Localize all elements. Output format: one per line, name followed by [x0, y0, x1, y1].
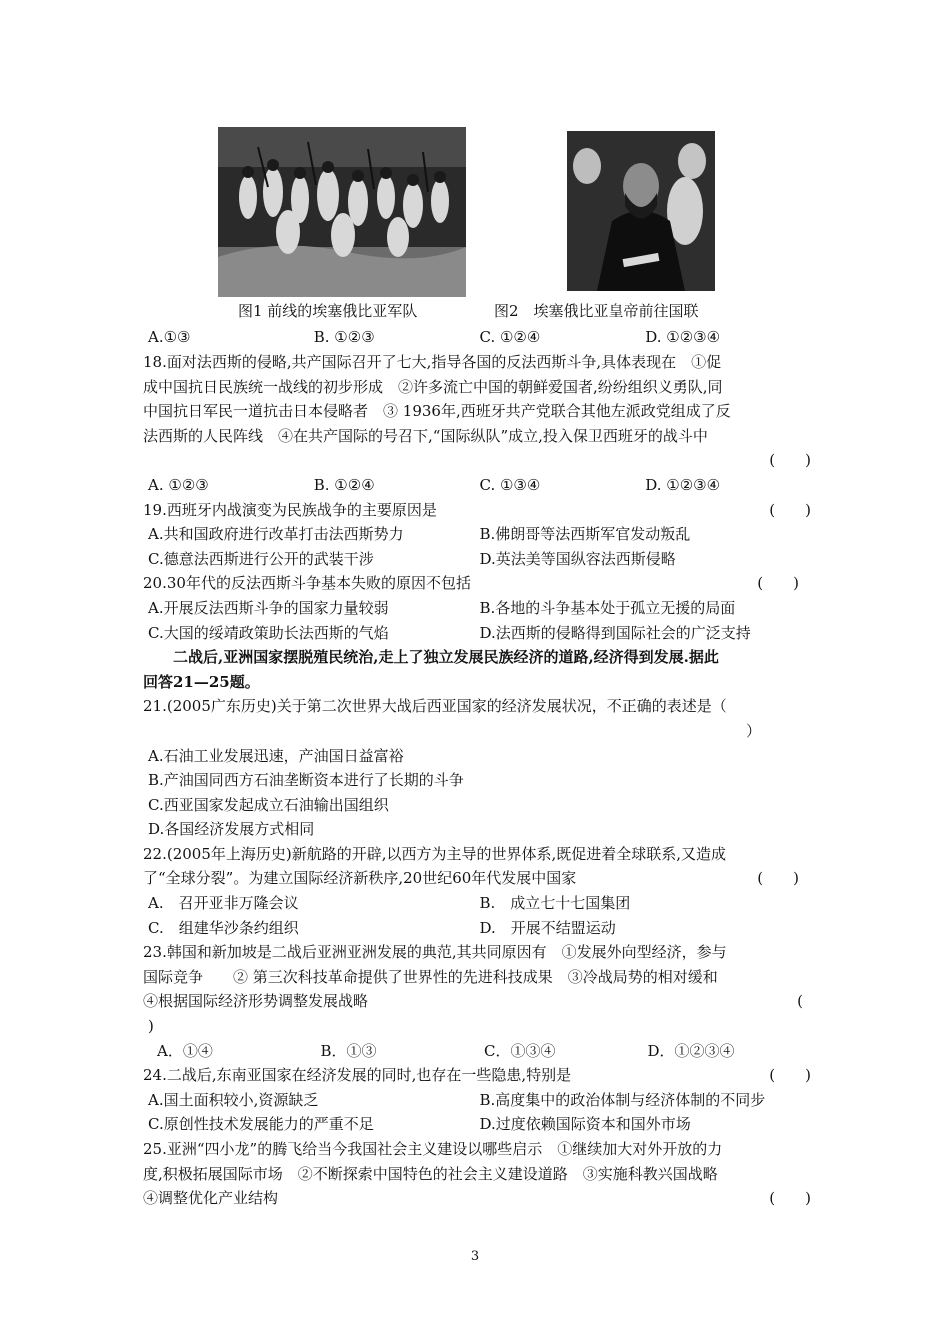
option-b[interactable]: B．①③	[320, 1041, 377, 1060]
question-23-line	[143, 989, 811, 1014]
option-c[interactable]: C.大国的绥靖政策助长法西斯的气焰	[148, 623, 389, 642]
option-d[interactable]: D.英法美等国纵容法西斯侵略	[479, 549, 676, 568]
option-a[interactable]: A.①③	[148, 328, 191, 346]
question-23-line: 国际竞争 ② 第三次科技革命提供了世界性的先进科技成果 ③冷战局势的相对缓和	[143, 967, 718, 986]
option-b[interactable]: B.产油国同西方石油垄断资本进行了长期的斗争	[148, 771, 464, 790]
answer-parentheses: ( )	[769, 451, 811, 470]
option-b[interactable]: B.佛朗哥等法西斯军官发动叛乱	[479, 525, 691, 544]
option-c[interactable]: C.德意法西斯进行公开的武装干涉	[148, 549, 374, 568]
figure-2-caption: 图2 埃塞俄比亚皇帝前往国联	[494, 302, 699, 320]
option-b[interactable]: B. 成立七十七国集团	[479, 894, 631, 913]
answer-parentheses: ( )	[757, 869, 799, 888]
option-a[interactable]: A．①④	[157, 1041, 213, 1060]
section-intro-line: 回答21—25题。	[143, 672, 260, 691]
question-24-text: 24.二战后,东南亚国家在经济发展的同时,也存在一些隐患,特别是	[143, 1066, 572, 1085]
question-25-text: ④调整优化产业结构	[143, 1189, 279, 1208]
option-b[interactable]: B.各地的斗争基本处于孤立无援的局面	[479, 598, 736, 617]
question-23-paren-close: )	[148, 1017, 154, 1036]
question-18-line: 18.面对法西斯的侵略,共产国际召开了七大,指导各国的反法西斯斗争,具体表现在 ①促	[143, 353, 722, 371]
question-25-line: 25.亚洲“四小龙”的腾飞给当今我国社会主义建设以哪些启示 ①继续加大对外开放的力	[143, 1140, 723, 1158]
option-d[interactable]: D. 开展不结盟运动	[479, 918, 616, 937]
question-19-text: 19.西班牙内战演变为民族战争的主要原因是	[143, 500, 437, 519]
question-19-options-row	[143, 522, 811, 547]
question-20-stem	[143, 571, 811, 596]
answer-parentheses: ( )	[769, 1066, 811, 1085]
option-a[interactable]: A.开展反法西斯斗争的国家力量较弱	[148, 598, 389, 617]
option-b[interactable]: B. ①②④	[313, 475, 375, 494]
soldiers-marching-photo-icon	[218, 127, 466, 297]
option-a[interactable]: A.石油工业发展迅速，产油国日益富裕	[148, 746, 404, 765]
question-25-line: 度,积极拓展国际市场 ②不断探索中国特色的社会主义建设道路 ③实施科教兴国战略	[143, 1164, 718, 1183]
question-23-options	[143, 1039, 811, 1064]
option-d[interactable]: D. ①②③④	[645, 328, 721, 346]
option-d[interactable]: D.法西斯的侵略得到国际社会的广泛支持	[479, 623, 751, 642]
figure-1-caption: 图1 前线的埃塞俄比亚军队	[238, 302, 418, 320]
question-24-options-row	[143, 1088, 811, 1113]
question-24-stem	[143, 1063, 811, 1088]
option-a[interactable]: A.共和国政府进行改革打击法西斯势力	[148, 525, 404, 544]
answer-parentheses: ）	[745, 721, 761, 740]
answer-parentheses: ( )	[769, 500, 811, 519]
figure-1-photo	[218, 127, 466, 297]
option-a[interactable]: A. 召开亚非万隆会议	[148, 894, 299, 913]
answer-parentheses: ( )	[757, 574, 799, 593]
question-22-options-row	[143, 916, 811, 941]
figure-2-photo	[567, 131, 715, 291]
answer-paren-open: (	[797, 992, 803, 1011]
question-20-text: 20.30年代的反法西斯斗争基本失败的原因不包括	[143, 574, 471, 593]
question-22-options-row	[143, 891, 811, 916]
question-22-text: 了“全球分裂”。为建立国际经济新秩序,20世纪60年代发展中国家	[143, 869, 577, 888]
question-17-options-block	[143, 325, 811, 350]
section-intro-line: 二战后,亚洲国家摆脱殖民统治,走上了独立发展民族经济的道路,经济得到发展.据此	[173, 648, 719, 667]
option-d[interactable]: D．①②③④	[647, 1041, 735, 1060]
question-22-line	[143, 866, 811, 891]
question-21-stem-close	[143, 719, 811, 744]
question-18-line: 中国抗日军民一道抗击日本侵略者 ③ 1936年,西班牙共产党联合其他左派政党组成了反	[143, 402, 731, 421]
option-c[interactable]: C.原创性技术发展能力的严重不足	[148, 1115, 374, 1134]
question-20-options-row	[143, 621, 811, 646]
option-b[interactable]: B.高度集中的政治体制与经济体制的不同步	[479, 1090, 766, 1109]
question-18-line: 法西斯的人民阵线 ④在共产国际的号召下,“国际纵队”成立,投入保卫西班牙的战斗中	[143, 426, 708, 445]
option-a[interactable]: A.国土面积较小,资源缺乏	[148, 1090, 319, 1109]
question-20-options-row	[143, 596, 811, 621]
option-c[interactable]: C. 组建华沙条约组织	[148, 918, 299, 937]
question-18-options	[143, 473, 811, 498]
question-19-options-row	[143, 547, 811, 572]
option-c[interactable]: C. ①③④	[479, 475, 541, 494]
option-c[interactable]: C.西亚国家发起成立石油输出国组织	[148, 795, 389, 814]
question-18	[143, 350, 811, 1211]
question-17-options	[143, 325, 811, 350]
option-b[interactable]: B. ①②③	[313, 328, 375, 346]
question-22-line: 22.(2005年上海历史)新航路的开辟,以西方为主导的世界体系,既促进着全球联系,又造成	[143, 844, 727, 863]
option-a[interactable]: A. ①②③	[148, 475, 209, 494]
option-d[interactable]: D.过度依赖国际资本和国外市场	[479, 1115, 691, 1134]
question-24-options-row	[143, 1112, 811, 1137]
question-21-stem: 21.(2005广东历史)关于第二次世界大战后西亚国家的经济发展状况，不正确的表述是（	[143, 697, 727, 716]
answer-parentheses: ( )	[769, 1189, 811, 1208]
option-c[interactable]: C. ①②④	[479, 328, 541, 346]
option-d[interactable]: D.各国经济发展方式相同	[148, 820, 315, 839]
question-23-line: 23.韩国和新加坡是二战后亚洲亚洲发展的典范,其共同原因有 ①发展外向型经济，参与	[143, 943, 727, 962]
question-25-line	[143, 1186, 811, 1211]
option-c[interactable]: C．①③④	[484, 1041, 556, 1060]
question-18-answer-line	[143, 448, 811, 473]
question-18-line: 成中国抗日民族统一战线的初步形成 ②许多流亡中国的朝鲜爱国者,纷纷组织义勇队,同	[143, 377, 723, 396]
option-d[interactable]: D. ①②③④	[645, 475, 721, 494]
question-23-text: ④根据国际经济形势调整发展战略	[143, 992, 369, 1011]
page-number: 3	[470, 1249, 480, 1264]
emperor-portrait-photo-icon	[567, 131, 715, 291]
question-19-stem	[143, 498, 811, 523]
